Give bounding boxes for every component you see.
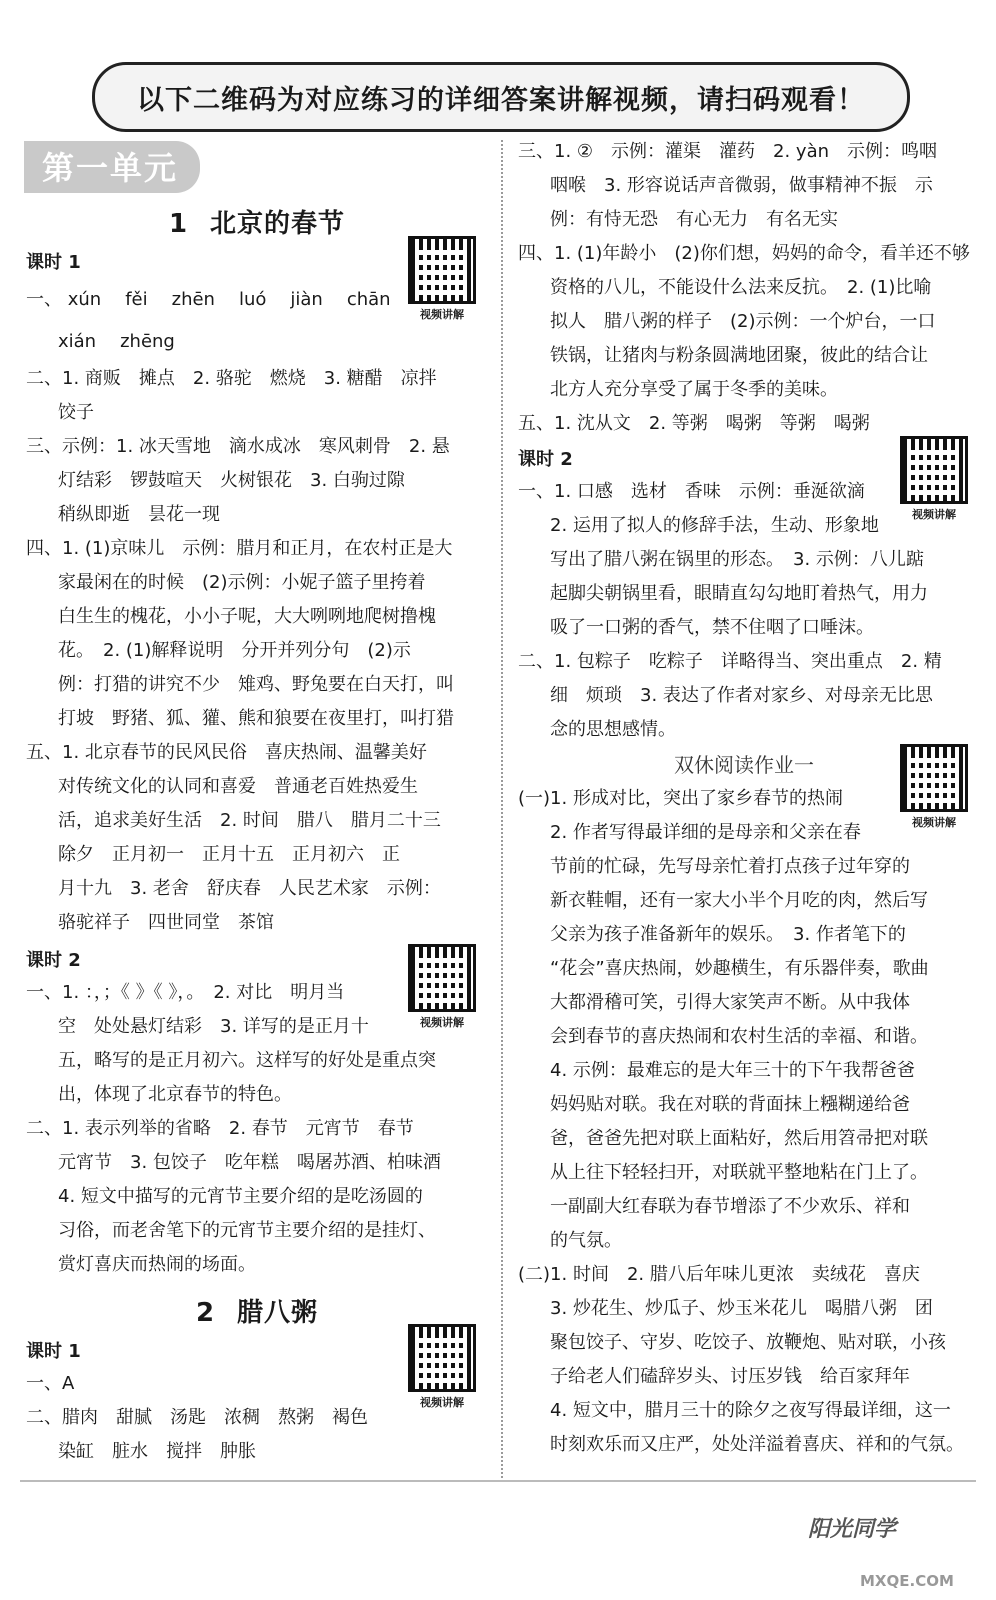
watermark: MXQE.COM [860, 1572, 954, 1590]
answer-line: 五、1. 北京春节的民风民俗 喜庆热闹、温馨美好 [26, 742, 427, 763]
answer-line: 妈妈贴对联。我在对联的背面抹上糨糊递给爸 [550, 1094, 910, 1115]
answer-line: 北方人充分享受了属于冬季的美味。 [550, 379, 838, 400]
answer-line: 从上往下轻轻扫开，对联就平整地粘在门上了。 [550, 1162, 928, 1183]
answer-line: 家最闲在的时候 (2)示例：小妮子篮子里挎着 [58, 572, 426, 593]
answer-line: 例：有恃无恐 有心无力 有名无实 [550, 209, 838, 230]
answer-line: 花。 2. (1)解释说明 分开并列分句 (2)示 [58, 640, 411, 661]
answer-line: 五，略写的是正月初六。这样写的好处是重点突 [58, 1050, 436, 1071]
l2-keshi1: 课时 1 [26, 1341, 81, 1362]
answer-line: 4. 示例：最难忘的是大年三十的下午我帮爸爸 [550, 1060, 915, 1081]
answer-line: 子给老人们磕辞岁头、讨压岁钱 给百家拜年 [550, 1366, 910, 1387]
answer-line: 拟人 腊八粥的样子 (2)示例：一个炉台，一口 [550, 311, 936, 332]
answer-line: (二)1. 时间 2. 腊八后年味儿更浓 卖绒花 喜庆 [518, 1264, 920, 1285]
lesson2-number: 2 [195, 1298, 216, 1328]
answer-line: 打坡 野猪、狐、獾、熊和狼要在夜里打，叫打猎 [58, 708, 454, 729]
footer-brand: 阳光同学 [808, 1517, 897, 1542]
answer-line: 新衣鞋帽，还有一家大小半个月吃的肉，然后写 [550, 890, 928, 911]
qr-icon [408, 944, 476, 1012]
r-keshi2: 课时 2 [518, 449, 573, 470]
qr-caption: 视频讲解 [420, 308, 464, 321]
answer-line: 时刻欢乐而又庄严，处处洋溢着喜庆、祥和的气氛。 [550, 1434, 964, 1455]
qr-icon [408, 1324, 476, 1392]
answer-line: 4. 短文中，腊月三十的除夕之夜写得最详细，这一 [550, 1400, 951, 1421]
answer-line: 二、1. 包粽子 吃粽子 详略得当、突出重点 2. 精 [518, 651, 942, 672]
answer-line: 一、A [26, 1373, 75, 1394]
answer-line: 二、腊肉 甜腻 汤匙 浓稠 熬粥 褐色 [26, 1407, 368, 1428]
answer-line: 一、1. 口感 选材 香味 示例：垂涎欲滴 [518, 481, 865, 502]
answer-line: 父亲为孩子准备新年的娱乐。 3. 作者笔下的 [550, 924, 906, 945]
answer-line: 一、1. ：，；《 》《 》，。 2. 对比 明月当 [26, 982, 345, 1003]
answer-line: 吸了一口粥的香气，禁不住咽了口唾沫。 [550, 617, 874, 638]
answer-line: 骆驼祥子 四世同堂 茶馆 [58, 912, 274, 933]
qr-code-3[interactable] [408, 1324, 476, 1410]
column-divider [501, 140, 503, 1478]
answer-line: (一)1. 形成对比，突出了家乡春节的热闹 [518, 788, 843, 809]
lesson1-name: 北京的春节 [210, 209, 346, 239]
answer-line: 细 烦琐 3. 表达了作者对家乡、对母亲无比思 [550, 685, 933, 706]
pinyin-item: xún [67, 289, 102, 310]
qr-code-4[interactable] [900, 436, 968, 522]
answer-line: 爸，爸爸先把对联上面粘好，然后用笤帚把对联 [550, 1128, 928, 1149]
answer-line: 念的思想感情。 [550, 719, 676, 740]
answer-line: 咽喉 3. 形容说话声音微弱，做事精神不振 示 [550, 175, 933, 196]
answer-line: 写出了腊八粥在锅里的形态。 3. 示例：八儿踮 [550, 549, 924, 570]
pinyin-item: zhēng [120, 331, 175, 352]
lesson1-title [26, 203, 488, 240]
answer-line: 二、1. 商贩 摊点 2. 骆驼 燃烧 3. 糖醋 凉拌 [26, 368, 437, 389]
answer-line: 白生生的槐花，小小子呢，大大咧咧地爬树撸槐 [58, 606, 436, 627]
l1-keshi2: 课时 2 [26, 950, 81, 971]
answer-line: 四、1. (1)年龄小 (2)你们想，妈妈的命令，看羊还不够 [518, 243, 970, 264]
qr-caption: 视频讲解 [912, 508, 956, 521]
answer-line: 出，体现了北京春节的特色。 [58, 1084, 292, 1105]
reading-title: 双休阅读作业一 [674, 753, 814, 777]
answer-line: 灯结彩 锣鼓喧天 火树银花 3. 白驹过隙 [58, 470, 405, 491]
qr-icon [408, 236, 476, 304]
answer-line: 大都滑稽可笑，引得大家笑声不断。从中我体 [550, 992, 910, 1013]
pinyin-row2 [58, 331, 199, 352]
answer-line: 活，追求美好生活 2. 时间 腊八 腊月二十三 [58, 810, 441, 831]
qr-code-1[interactable] [408, 236, 476, 322]
answer-line: 节前的忙碌，先写母亲忙着打点孩子过年穿的 [550, 856, 910, 877]
qr-code-2[interactable] [408, 944, 476, 1030]
answer-line: 二、1. 表示列举的省略 2. 春节 元宵节 春节 [26, 1118, 414, 1139]
pinyin-row-2 [26, 322, 488, 362]
answer-line: 空 处处悬灯结彩 3. 详写的是正月十 [58, 1016, 369, 1037]
left-column [26, 135, 488, 1469]
pinyin-row1 [68, 289, 415, 310]
answer-line: 对传统文化的认同和喜爱 普通老百姓热爱生 [58, 776, 418, 797]
answer-line: 三、1. ② 示例：灌渠 灌药 2. yàn 示例：鸣咽 [518, 141, 938, 162]
answer-line: 的气氛。 [550, 1230, 622, 1251]
answer-line: 资格的八儿，不能设什么法来反抗。 2. (1)比喻 [550, 277, 932, 298]
answer-line: 起脚尖朝锅里看，眼睛直勾勾地盯着热气，用力 [550, 583, 928, 604]
answer-line: 月十九 3. 老舍 舒庆春 人民艺术家 示例： [58, 878, 441, 899]
answer-line: 元宵节 3. 包饺子 吃年糕 喝屠苏酒、柏味酒 [58, 1152, 441, 1173]
pinyin-item: zhēn [171, 289, 215, 310]
pinyin-item: luó [238, 289, 267, 310]
qr-caption: 视频讲解 [912, 816, 956, 829]
answer-line: 2. 作者写得最详细的是母亲和父亲在春 [550, 822, 861, 843]
qr-icon [900, 436, 968, 504]
answer-line: 习俗，而老舍笔下的元宵节主要介绍的是挂灯、 [58, 1220, 436, 1241]
answer-line: “花会”喜庆热闹，妙趣横生，有乐器伴奏，歌曲 [550, 958, 929, 979]
answer-line: 赏灯喜庆而热闹的场面。 [58, 1254, 256, 1275]
pinyin-item: fěi [125, 289, 148, 310]
pinyin-item: jiàn [290, 289, 323, 310]
qr-code-5[interactable] [900, 744, 968, 830]
answer-line: 染缸 脏水 搅拌 肿胀 [58, 1441, 256, 1462]
answer-line: 2. 运用了拟人的修辞手法，生动、形象地 [550, 515, 879, 536]
answer-line: 4. 短文中描写的元宵节主要介绍的是吃汤圆的 [58, 1186, 423, 1207]
lesson1-answers [26, 362, 488, 940]
answer-line: 铁锅，让猪肉与粉条圆满地团聚，彼此的结合让 [550, 345, 928, 366]
qr-icon [900, 744, 968, 812]
answer-line: 例：打猎的讲究不少 雉鸡、野兔要在白天打，叫 [58, 674, 454, 695]
pinyin-prefix: 一、 [26, 289, 62, 310]
answer-line: 五、1. 沈从文 2. 等粥 喝粥 等粥 喝粥 [518, 413, 870, 434]
qr-caption: 视频讲解 [420, 1016, 464, 1029]
qr-caption: 视频讲解 [420, 1396, 464, 1409]
answer-line: 一副副大红春联为春节增添了不少欢乐、祥和 [550, 1196, 910, 1217]
l1-keshi1: 课时 1 [26, 252, 81, 273]
qr-banner: 以下二维码为对应练习的详细答案讲解视频，请扫码观看！ [92, 62, 910, 132]
pinyin-item: chān [346, 289, 391, 310]
answer-line: 三、示例：1. 冰天雪地 滴水成冰 寒风刺骨 2. 悬 [26, 436, 450, 457]
lesson2-name: 腊八粥 [237, 1298, 319, 1328]
reading-answers [518, 782, 970, 1462]
pinyin-item: xián [58, 331, 97, 352]
unit-title: 第一单元 [24, 141, 200, 193]
answer-line: 除夕 正月初一 正月十五 正月初六 正 [58, 844, 400, 865]
footer-rule [20, 1480, 976, 1482]
right-top-answers [518, 135, 970, 441]
answer-line: 四、1. (1)京味儿 示例：腊月和正月，在农村正是大 [26, 538, 453, 559]
answer-line: 稍纵即逝 昙花一现 [58, 504, 220, 525]
answer-line: 会到春节的喜庆热闹和农村生活的幸福、和谐。 [550, 1026, 928, 1047]
answer-line: 饺子 [58, 402, 94, 423]
answer-line: 3. 炒花生、炒瓜子、炒玉米花儿 喝腊八粥 团 [550, 1298, 933, 1319]
answer-line: 聚包饺子、守岁、吃饺子、放鞭炮、贴对联，小孩 [550, 1332, 946, 1353]
lesson1-number: 1 [168, 209, 189, 239]
